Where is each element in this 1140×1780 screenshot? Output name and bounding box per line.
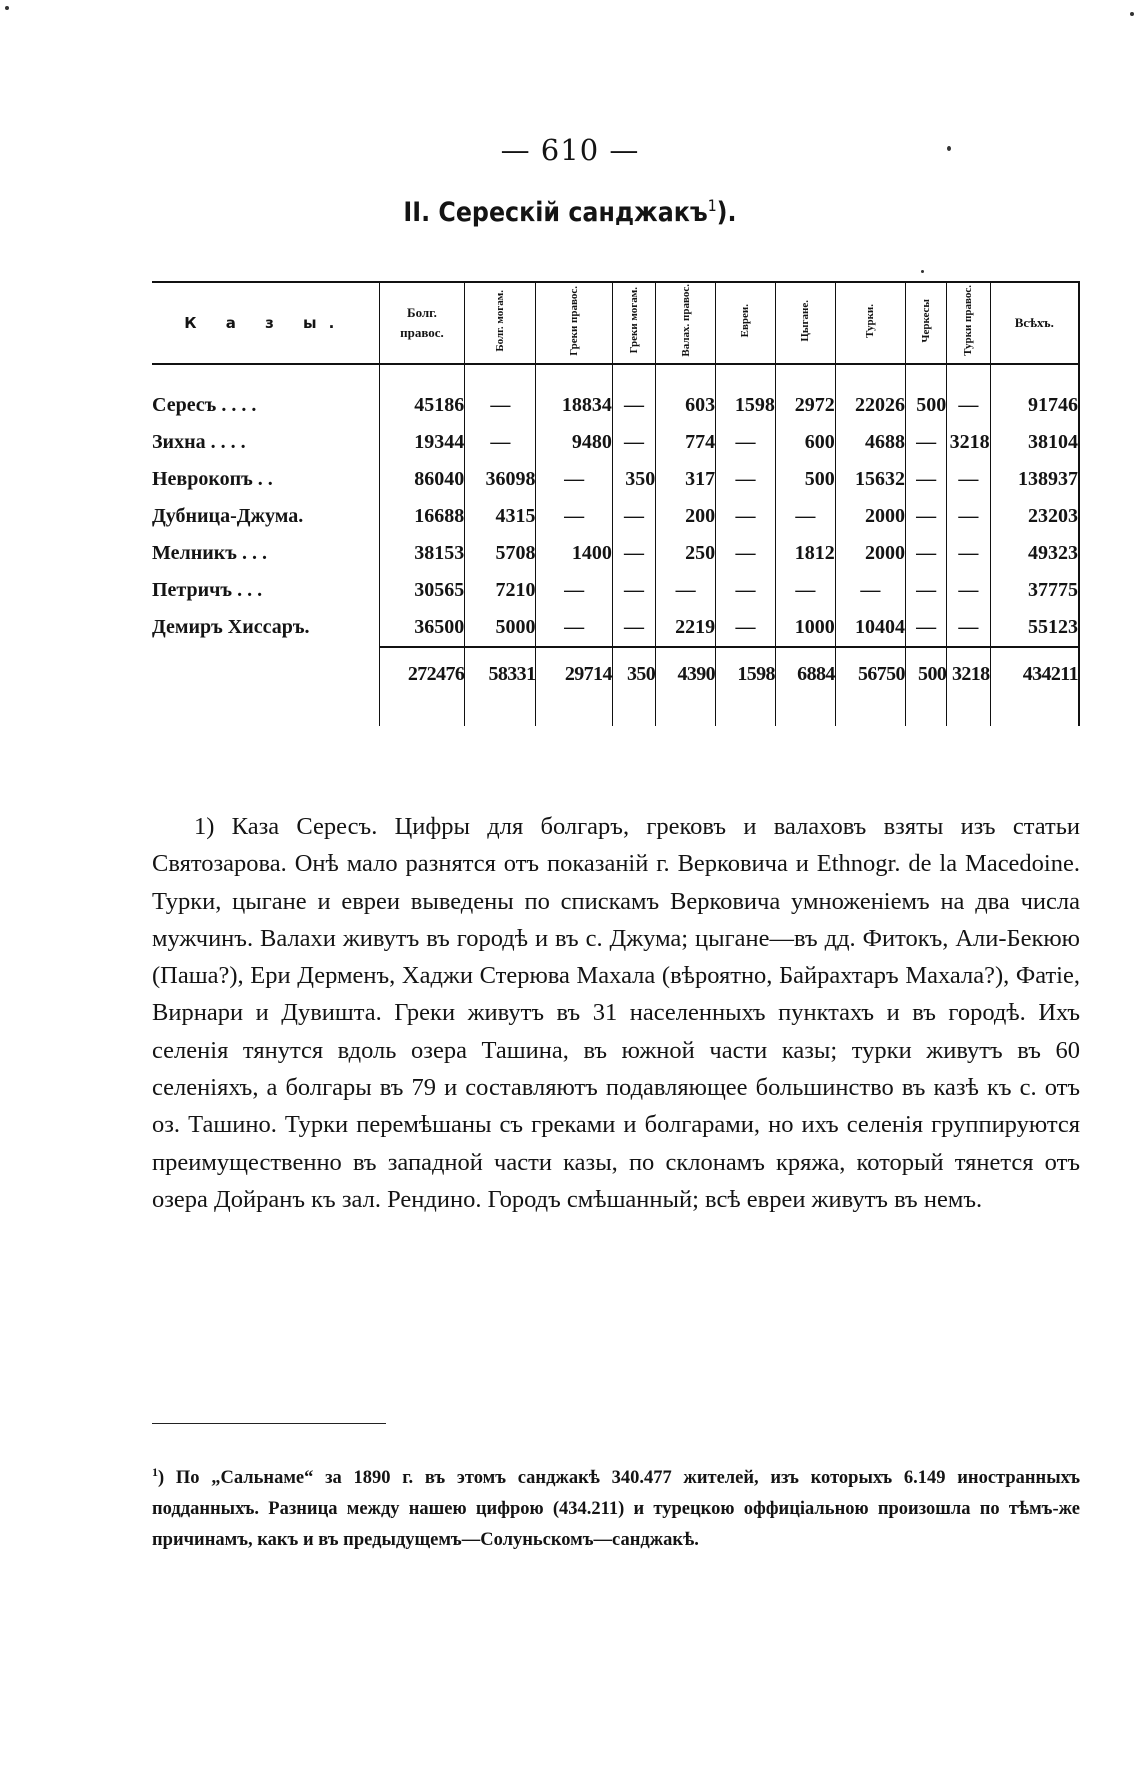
table-cell: — [656, 572, 716, 609]
table-cell: 138937 [990, 461, 1079, 498]
col-header-turks: Турки. [835, 282, 905, 364]
table-cell: 200 [656, 498, 716, 535]
col-header-vlach-orth: Валах. правос. [656, 282, 716, 364]
col-header-greek-orth: Греки правос. [536, 282, 612, 364]
table-row [152, 498, 1079, 535]
table-cell: 317 [656, 461, 716, 498]
table-cell: — [612, 498, 655, 535]
table-cell: 19344 [379, 424, 465, 461]
table-cell: 3218 [947, 424, 990, 461]
section-title-text: II. Серескій санджакъ [403, 197, 708, 228]
col-header-turks-orth: Турки правос. [947, 282, 990, 364]
kaza-name: Дубница-Джума. [152, 505, 304, 527]
table-cell: 603 [656, 387, 716, 424]
table-cell: 1598 [716, 387, 776, 424]
table-cell: 15632 [835, 461, 905, 498]
table-cell: — [716, 498, 776, 535]
col-header-greek-muslim: Греки могам. [612, 282, 655, 364]
table-cell: — [905, 498, 946, 535]
col-header-bulg-orth: Болг. правос. [379, 282, 465, 364]
total-cell: 58331 [465, 647, 536, 700]
table-cell: 2000 [835, 498, 905, 535]
total-cell: 29714 [536, 647, 612, 700]
table-row [152, 535, 1079, 572]
table-cell: 18834 [536, 387, 612, 424]
table-cell: 9480 [536, 424, 612, 461]
total-cell: 6884 [775, 647, 835, 700]
table-cell: 37775 [990, 572, 1079, 609]
table-cell: 38104 [990, 424, 1079, 461]
bottom-row [152, 700, 1079, 726]
kaza-name: Зихна . . . . [152, 431, 246, 453]
table-cell: 45186 [379, 387, 465, 424]
small-footnote [152, 1457, 1080, 1556]
col-header-kazy: К а з ы. [152, 282, 379, 364]
table-cell: 4315 [465, 498, 536, 535]
title-close: ). [716, 197, 737, 228]
small-footnote-ref: 1 [152, 1465, 158, 1479]
table-cell: — [905, 424, 946, 461]
table-cell: 36500 [379, 609, 465, 646]
table-cell: 774 [656, 424, 716, 461]
table-cell: — [905, 535, 946, 572]
table-cell: — [775, 572, 835, 609]
kaza-name: Мелникъ . . . [152, 542, 267, 564]
table-cell: 30565 [379, 572, 465, 609]
table-cell: — [947, 461, 990, 498]
table-cell: 2219 [656, 609, 716, 646]
table-cell: — [716, 535, 776, 572]
table-cell: 600 [775, 424, 835, 461]
total-cell: 4390 [656, 647, 716, 700]
kaza-name: Сересъ . . . . [152, 394, 257, 416]
kaza-name: Демиръ Хиссаръ. [152, 616, 310, 638]
table-cell: 36098 [465, 461, 536, 498]
kaza-name: Петричъ . . . [152, 579, 263, 601]
table-cell: 2972 [775, 387, 835, 424]
total-cell: 350 [612, 647, 655, 700]
table-cell: 500 [905, 387, 946, 424]
table-cell: 1000 [775, 609, 835, 646]
table-cell: 5000 [465, 609, 536, 646]
table-cell: — [465, 387, 536, 424]
table-cell: 7210 [465, 572, 536, 609]
table-cell: — [716, 424, 776, 461]
table-cell: — [947, 387, 990, 424]
footnote-separator [152, 1423, 386, 1424]
total-cell: 56750 [835, 647, 905, 700]
population-table-container [152, 281, 1080, 726]
ink-speck [5, 6, 9, 10]
total-cell: 3218 [947, 647, 990, 700]
table-cell: — [905, 461, 946, 498]
table-cell: 91746 [990, 387, 1079, 424]
total-cell: 500 [905, 647, 946, 700]
table-row [152, 424, 1079, 461]
table-cell: 49323 [990, 535, 1079, 572]
table-cell: 1400 [536, 535, 612, 572]
col-header-circassians: Черкесы [905, 282, 946, 364]
table-cell: 38153 [379, 535, 465, 572]
table-cell: — [536, 572, 612, 609]
col-header-jews: Евреи. [716, 282, 776, 364]
section-title [68, 196, 1071, 228]
table-cell: 22026 [835, 387, 905, 424]
table-cell: 5708 [465, 535, 536, 572]
total-cell: 434211 [990, 647, 1079, 700]
table-cell: 1812 [775, 535, 835, 572]
table-cell: — [612, 572, 655, 609]
ink-speck [1130, 12, 1134, 16]
table-row [152, 461, 1079, 498]
table-cell: 350 [612, 461, 655, 498]
small-footnote-text: ) По „Сальнаме“ за 1890 г. въ этомъ санджакѣ 340.477 жителей, изъ которыхъ 6.149 иностранныхъ подданныхъ. Разница между нашею цифрою (434.211) и турецкою оффиціальною произошла по тѣмъ-же причинамъ, какъ и въ предыдущемъ—Солуньскомъ—санджакѣ. [152, 1468, 1080, 1551]
table-cell: 55123 [990, 609, 1079, 646]
table-cell: — [947, 572, 990, 609]
kaza-name: Неврокопъ . . [152, 468, 273, 490]
table-cell: — [947, 535, 990, 572]
table-cell: — [536, 609, 612, 646]
title-footnote-ref: 1 [707, 196, 717, 215]
table-cell: — [465, 424, 536, 461]
table-cell: — [536, 461, 612, 498]
table-row [152, 387, 1079, 424]
table-cell: — [536, 498, 612, 535]
col-header-bulg-muslim: Болг. могам. [465, 282, 536, 364]
table-cell: 10404 [835, 609, 905, 646]
table-cell: 2000 [835, 535, 905, 572]
footnote-body [152, 808, 1080, 1218]
table-cell: — [612, 535, 655, 572]
col-header-total: Всѣхъ. [990, 282, 1079, 364]
table-cell: — [612, 387, 655, 424]
table-cell: — [612, 609, 655, 646]
table-row [152, 609, 1079, 646]
table-row [152, 572, 1079, 609]
table-cell: — [905, 572, 946, 609]
table-cell: 86040 [379, 461, 465, 498]
table-cell: — [716, 461, 776, 498]
table-cell: — [947, 609, 990, 646]
table-cell: 23203 [990, 498, 1079, 535]
table-cell: — [716, 609, 776, 646]
population-table [152, 281, 1080, 726]
table-cell: 500 [775, 461, 835, 498]
total-cell: 272476 [379, 647, 465, 700]
spacer-row [152, 364, 1079, 387]
table-cell: 250 [656, 535, 716, 572]
table-cell: 16688 [379, 498, 465, 535]
col-header-gypsies: Цыгане. [775, 282, 835, 364]
page-number: — 610 — [500, 133, 640, 167]
ink-speck [921, 270, 924, 273]
table-cell: — [905, 609, 946, 646]
table-cell: — [612, 424, 655, 461]
totals-row [152, 647, 1079, 700]
table-cell: — [775, 498, 835, 535]
footnote-paragraph: 1) Каза Сересъ. Цифры для болгаръ, грековъ и валаховъ взяты изъ статьи Святозарова. Онѣ мало разнятся отъ показаній г. Верковича и Ethnogr. de la Macedoine. Турки, цыгане и евреи выведены по спискамъ Верковича умноженіемъ на два числа мужчинъ. Валахи живутъ въ городѣ и въ с. Джума; цыгане—въ дд. Фитокъ, Али-Бекюю (Паша?), Ери Дерменъ, Хаджи Стерюва Махала (вѣроятно, Байрахтаръ Махала?), Фатіе, Вирнари и Дувишта. Греки живутъ въ 31 населенныхъ пунктахъ и въ городѣ. Ихъ селенія тянутся вдоль озера Ташина, въ южной части казы; турки живутъ въ 60 селеніяхъ, а болгары въ 79 и составляютъ подавляющее большинство въ казѣ къ с. отъ оз. Ташино. Турки перемѣшаны съ греками и болгарами, но ихъ селенія группируются преимущественно въ западной части казы, по склонамъ кряжа, который тянется отъ озера Дойранъ къ зал. Рендино. Городъ смѣшанный; всѣ евреи живутъ въ немъ. [152, 813, 1080, 1213]
table-header-row [152, 282, 1079, 364]
table-cell: 4688 [835, 424, 905, 461]
table-cell: — [716, 572, 776, 609]
table-body [152, 364, 1079, 646]
table-cell: — [835, 572, 905, 609]
total-cell: 1598 [716, 647, 776, 700]
table-cell: — [947, 498, 990, 535]
